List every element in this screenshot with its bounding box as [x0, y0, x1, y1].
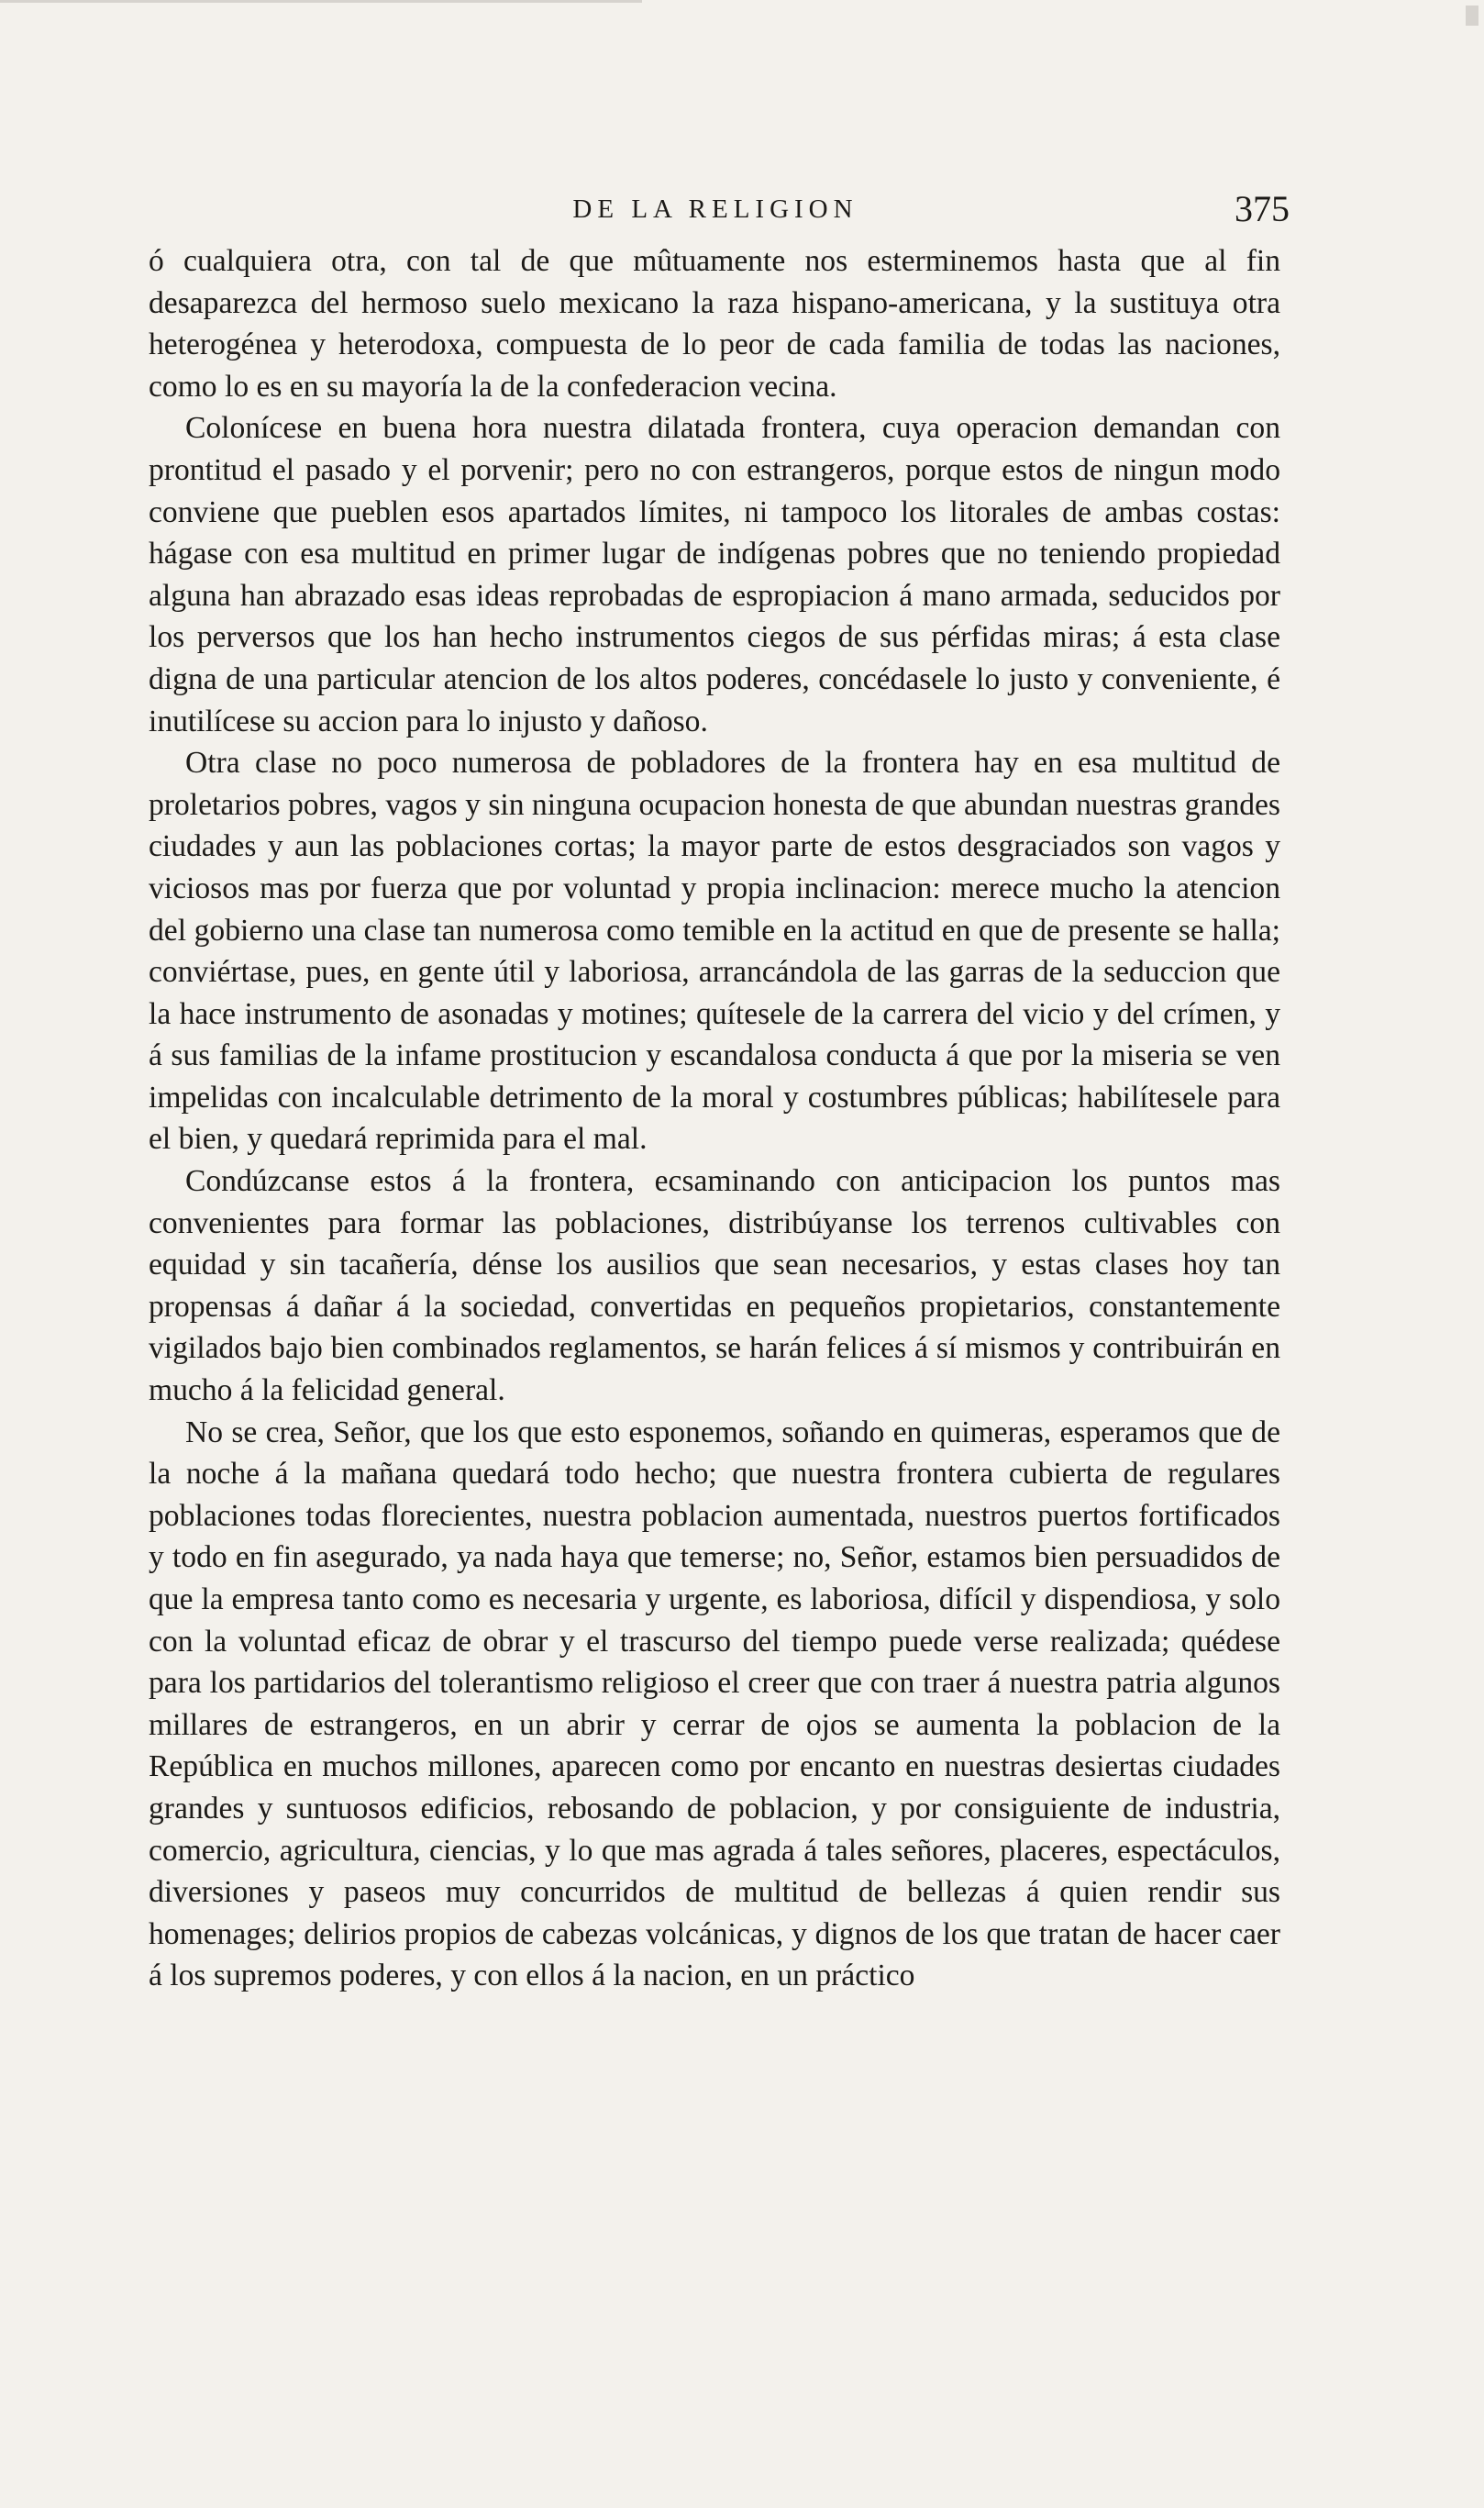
- paragraph: Otra clase no poco numerosa de pobladores de la frontera hay en esa multitud de proletarios pobres, vagos y sin ninguna ocupacion honesta de que abundan nuestras grandes ciudades y aun las poblaciones cortas; la mayor parte de estos desgraciados son vagos y viciosos mas por fuerza que por voluntad y propia inclinacion: merece mucho la atencion del gobierno una clase tan numerosa como temible en la actitud en que de presente se halla; conviértase, pues, en gente útil y laboriosa, arrancándola de las garras de la seduccion que la hace instrumento de asonadas y motines; quítesele de la carrera del vicio y del crímen, y á sus familias de la infame prostitucion y escandalosa conducta á que por la miseria se ven impelidas con incalculable detrimento de la moral y costumbres públicas; habilítesele para el bien, y quedará reprimida para el mal.: [149, 746, 1280, 1157]
- paragraph: Condúzcanse estos á la frontera, ecsaminando con anticipacion los puntos mas convenientes para formar las poblaciones, distribúyanse los terrenos cultivables con equidad y sin tacañería, dénse los ausilios que sean necesarios, y estas clases hoy tan propensas á dañar á la sociedad, convertidas en pequeños propietarios, constantemente vigilados bajo bien combinados reglamentos, se harán felices á sí mismos y contribuirán en mucho á la felicidad general.: [149, 1164, 1280, 1408]
- corner-specks: [1466, 6, 1478, 26]
- top-edge-mark: [0, 0, 642, 3]
- paragraph: Colonícese en buena hora nuestra dilatada frontera, cuya operacion demandan con prontitud el pasado y el porvenir; pero no con estrangeros, porque estos de ningun modo conviene que pueblen esos apartados límites, ni tampoco los litorales de ambas costas: hágase con esa multitud en primer lugar de indígenas pobres que no teniendo propiedad alguna han abrazado esas ideas reprobadas de espropiacion á mano armada, seducidos por los perversos que los han hecho instrumentos ciegos de sus pérfidas miras; á esta clase digna de una particular atencion de los altos poderes, concédasele lo justo y conveniente, é inutilícese su accion para lo injusto y dañoso.: [149, 411, 1280, 738]
- paragraph: No se crea, Señor, que los que esto esponemos, soñando en quimeras, esperamos que de la noche á la mañana quedará todo hecho; que nuestra frontera cubierta de regulares poblaciones todas florecientes, nuestra poblacion aumentada, nuestros puertos fortificados y todo en fin asegurado, ya nada haya que temerse; no, Señor, estamos bien persuadidos de que la empresa tanto como es necesaria y urgente, es laboriosa, difícil y dispendiosa, y solo con la voluntad eficaz de obrar y el trascurso del tiempo puede verse realizada; quédese para los partidarios del tolerantismo religioso el creer que con traer á nuestra patria algunos millares de estrangeros, en un abrir y cerrar de ojos se aumenta la poblacion de la República en muchos millones, aparecen como por encanto en nuestras desiertas ciudades grandes y suntuosos edificios, rebosando de poblacion, y por consiguiente de industria, comercio, agricultura, ciencias, y lo que mas agrada á tales señores, placeres, espectáculos, diversiones y paseos muy concurridos de multitud de bellezas á quien rendir sus homenages; delirios propios de cabezas volcánicas, y dignos de los que tratan de hacer caer á los supremos poderes, y con ellos á la nacion, en un práctico: [149, 1415, 1280, 1993]
- page-header: [149, 187, 1290, 233]
- running-title: DE LA RELIGION: [572, 194, 858, 224]
- body-text: [149, 240, 1280, 1997]
- paragraph: ó cualquiera otra, con tal de que mûtuamente nos esterminemos hasta que al fin desaparezca del hermoso suelo mexicano la raza hispano-americana, y la sustituya otra heterogénea y heterodoxa, compuesta de lo peor de cada familia de todas las naciones, como lo es en su mayoría la de la confederacion vecina.: [149, 244, 1280, 404]
- page-number: 375: [1235, 188, 1290, 229]
